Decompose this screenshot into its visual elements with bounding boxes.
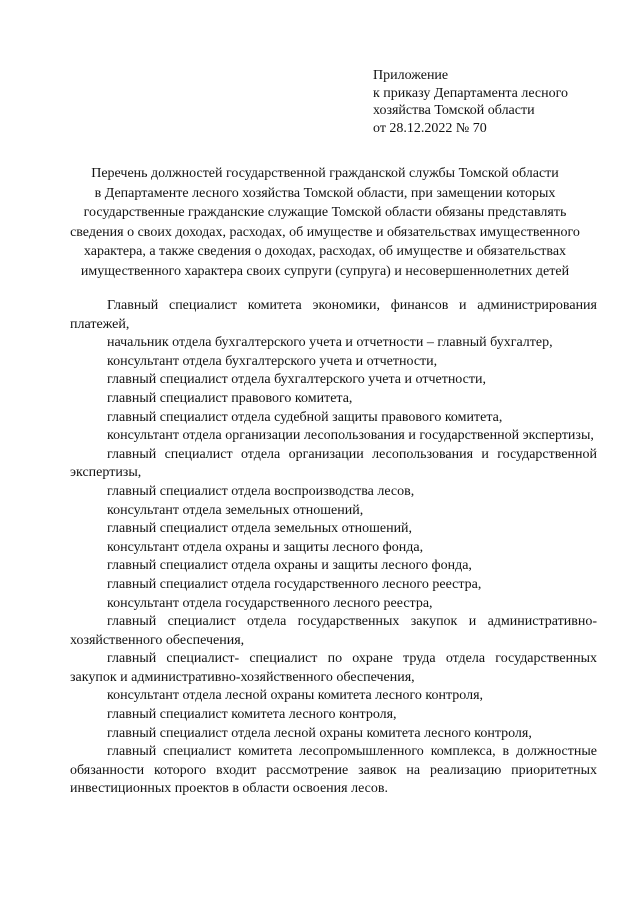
- appendix-line: к приказу Департамента лесного: [373, 85, 569, 101]
- appendix-block: [373, 67, 623, 137]
- appendix-line: от 28.12.2022 № 70: [373, 120, 487, 136]
- position-item: главный специалист- специалист по охране труда отдела государственных закупок и административно-хозяйственного обеспечения,: [70, 651, 597, 685]
- position-item: консультант отдела бухгалтерского учета и отчетности,: [107, 353, 438, 369]
- position-item: главный специалист комитета лесопромышленного комплекса, в должностные обязанности которого входит рассмотрение заявок на реализацию приоритетных инвестиционных проектов в области освоения лесов.: [70, 744, 597, 797]
- position-item: главный специалист отдела организации лесопользования и государственной экспертизы,: [70, 446, 597, 481]
- title-line: Перечень должностей государственной гражданской службы Томской области: [91, 166, 559, 181]
- title-line: имущественного характера своих супруги (супруга) и несовершеннолетних детей: [80, 263, 570, 279]
- position-item: главный специалист отдела государственных закупок и административно-хозяйственного обеспечения,: [70, 614, 597, 648]
- title-line: сведения о своих доходах, расходах, об имуществе и обязательствах имущественного: [70, 224, 580, 240]
- position-item: консультант отдела государственного лесного реестра,: [107, 595, 433, 611]
- position-item: главный специалист отдела воспроизводства лесов,: [107, 483, 415, 499]
- position-item: главный специалист отдела бухгалтерского учета и отчетности,: [107, 372, 486, 388]
- positions-list: [70, 297, 597, 799]
- position-item: главный специалист отдела земельных отношений,: [107, 521, 413, 537]
- position-item: главный специалист правового комитета,: [107, 390, 353, 406]
- position-item: начальник отдела бухгалтерского учета и отчетности – главный бухгалтер,: [107, 335, 553, 351]
- position-item: главный специалист комитета лесного контроля,: [107, 707, 397, 723]
- position-item: консультант отдела охраны и защиты лесного фонда,: [107, 539, 424, 555]
- position-item: Главный специалист комитета экономики, финансов и администрирования платежей,: [70, 298, 597, 332]
- position-item: главный специалист отдела государственного лесного реестра,: [107, 576, 482, 592]
- title-line: государственные гражданские служащие Томской области обязаны представлять: [83, 205, 567, 221]
- document-title: [60, 164, 590, 282]
- position-item: консультант отдела земельных отношений,: [107, 502, 364, 518]
- title-line: в Департаменте лесного хозяйства Томской области, при замещении которых: [94, 185, 556, 201]
- position-item: главный специалист отдела лесной охраны комитета лесного контроля,: [107, 725, 532, 741]
- appendix-line: хозяйства Томской области: [373, 103, 535, 119]
- title-line: характера, а также сведения о доходах, расходах, об имуществе и обязательствах: [83, 244, 567, 260]
- position-item: главный специалист отдела судебной защиты правового комитета,: [107, 409, 503, 425]
- position-item: консультант отдела лесной охраны комитета лесного контроля,: [107, 688, 484, 704]
- appendix-line: Приложение: [373, 68, 449, 83]
- position-item: консультант отдела организации лесопользования и государственной экспертизы,: [107, 428, 594, 444]
- position-item: главный специалист отдела охраны и защиты лесного фонда,: [107, 558, 472, 574]
